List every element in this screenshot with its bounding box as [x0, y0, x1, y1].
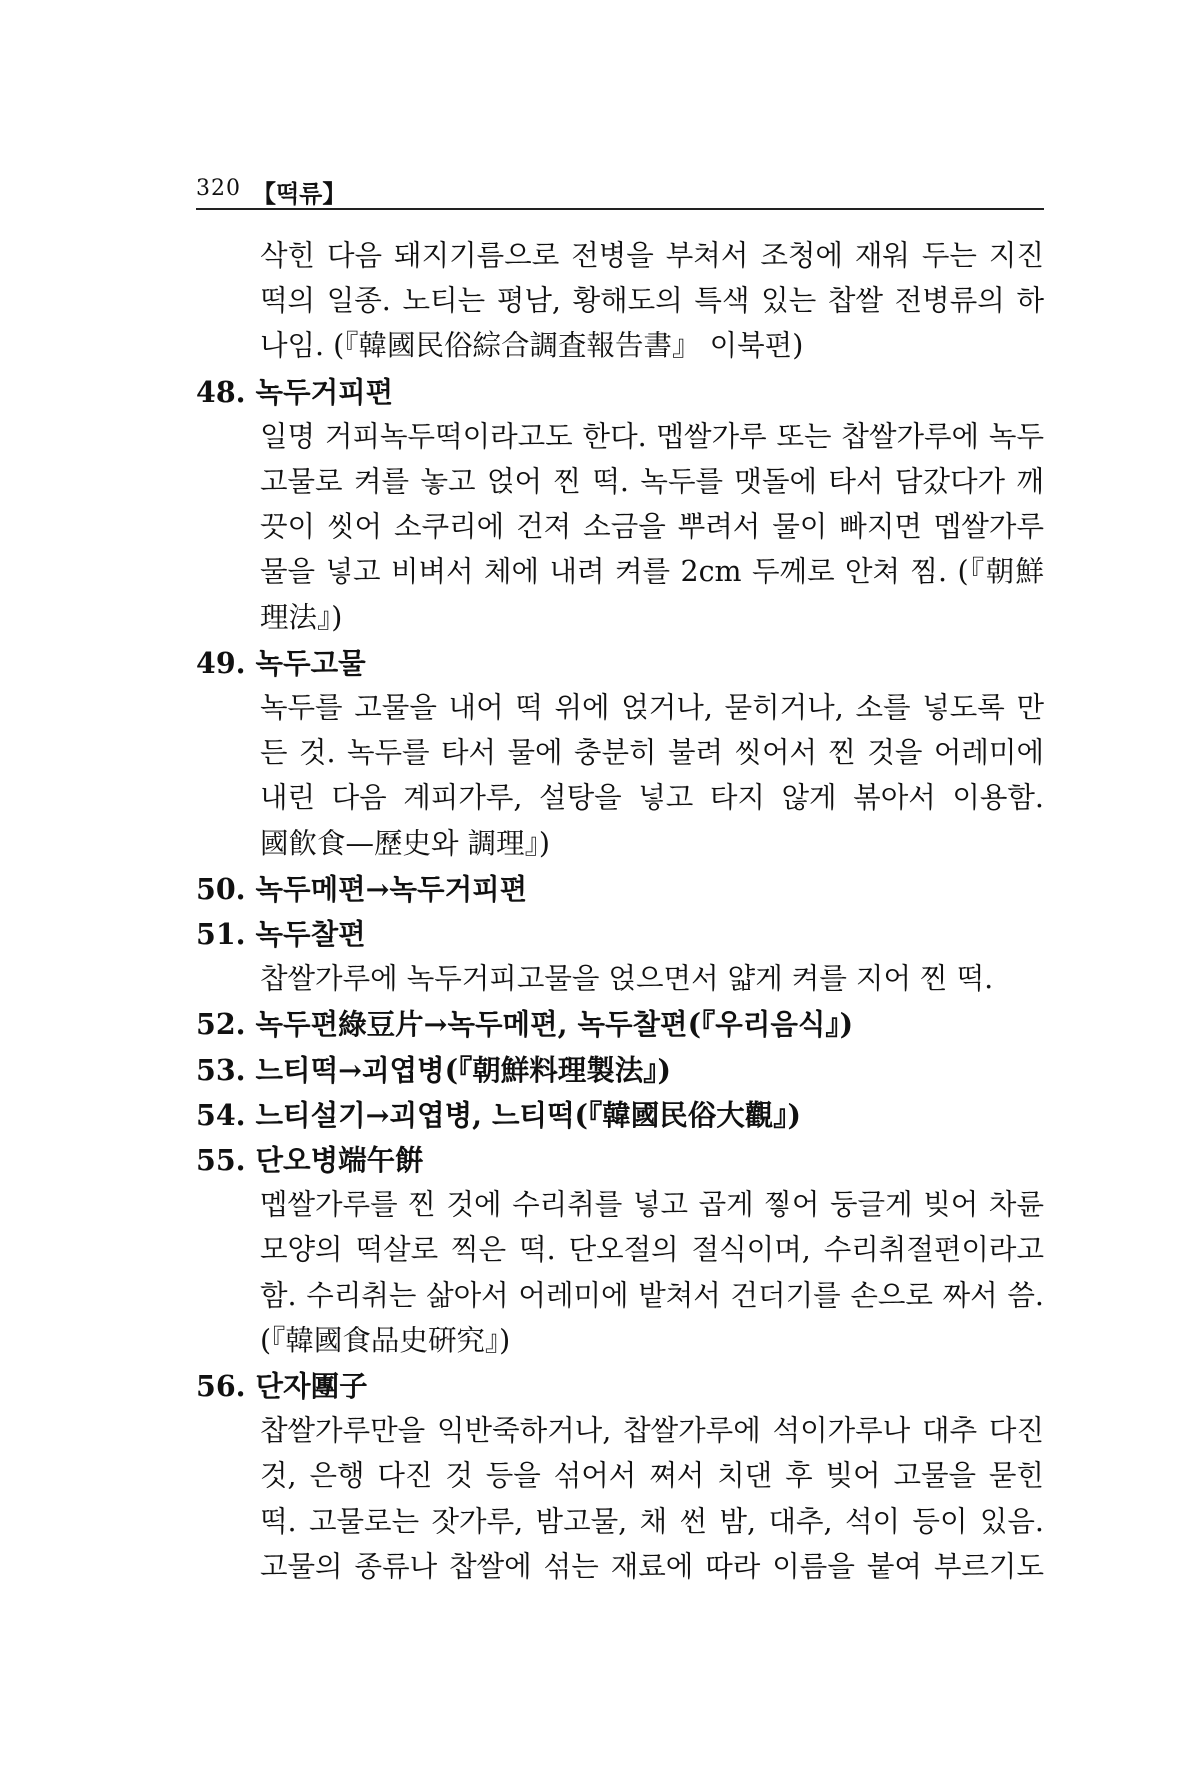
- entry-definition-line: 나임. (『韓國民俗綜合調査報告書』 이북편): [260, 329, 804, 363]
- entry-definition-line: 든 것. 녹두를 타서 물에 충분히 불려 씻어서 찐 것을 어레미에: [260, 736, 1044, 770]
- running-head: [196, 168, 1044, 210]
- entry-definition-line: 찹쌀가루에 녹두거피고물을 얹으면서 얇게 켜를 지어 찐 떡.: [260, 962, 994, 996]
- entry-headword: 51. 녹두찰편: [196, 917, 366, 951]
- entry-definition-line: 삭힌 다음 돼지기름으로 전병을 부쳐서 조청에 재워 두는 지진: [260, 239, 1044, 272]
- entry-definition-line: 國飮食—歷史와 調理』): [260, 826, 550, 860]
- entry-definition-line: 일명 거피녹두떡이라고도 한다. 멥쌀가루 또는 찹쌀가루에 녹두: [260, 419, 1044, 453]
- entry-definition-line: 理法』): [260, 600, 343, 634]
- entry-headword: 49. 녹두고물: [196, 645, 366, 680]
- entry-definition-line: (『韓國食品史硏究』): [260, 1323, 511, 1357]
- entry-headword: 53. 느티떡→괴엽병(『朝鮮料理製法』): [196, 1052, 672, 1087]
- entry-definition-line: 모양의 떡살로 찍은 떡. 단오절의 절식이며, 수리취절편이라고: [260, 1233, 1044, 1267]
- entry-definition-line: 멥쌀가루를 찐 것에 수리취를 넣고 곱게 찧어 둥글게 빚어 차륜: [260, 1188, 1044, 1222]
- entry-definition-line: 떡. 고물로는 잣가루, 밤고물, 채 썬 밤, 대추, 석이 등이 있음.: [260, 1504, 1044, 1538]
- entry-definition-line: 고물의 종류나 찹쌀에 섞는 재료에 따라 이름을 붙여 부르기도: [260, 1549, 1044, 1583]
- entry-definition-line: 물을 넣고 비벼서 체에 내려 켜를 2cm 두께로 안쳐 찜. (『朝鮮: [260, 555, 1044, 589]
- entry-definition-line: 것, 은행 다진 것 등을 섞어서 쪄서 치댄 후 빚어 고물을 묻힌: [260, 1459, 1044, 1493]
- entry-headword: 55. 단오병端午餠: [196, 1143, 424, 1177]
- entry-headword: 48. 녹두거피편: [196, 374, 394, 409]
- entry-headword: 54. 느티설기→괴엽병, 느티떡(『韓國民俗大觀』): [196, 1097, 802, 1132]
- entry-definition-line: 함. 수리취는 삶아서 어레미에 밭쳐서 건더기를 손으로 짜서 씀.: [260, 1278, 1044, 1312]
- entry-headword: 52. 녹두편綠豆片→녹두메편, 녹두찰편(『우리음식』): [196, 1007, 854, 1042]
- entry-definition-line: 내린 다음 계피가루, 설탕을 넣고 타지 않게 볶아서 이용함.: [260, 781, 1044, 815]
- entry-definition-line: 고물로 켜를 놓고 얹어 찐 떡. 녹두를 맷돌에 타서 담갔다가 깨: [260, 465, 1044, 498]
- page-number: 320: [196, 176, 241, 201]
- section-title: 【떡류】: [252, 179, 347, 208]
- entry-definition-line: 떡의 일종. 노티는 평남, 황해도의 특색 있는 찹쌀 전병류의 하: [260, 284, 1044, 318]
- entry-headword: 56. 단자團子: [196, 1369, 368, 1403]
- entry-headword: 50. 녹두메편→녹두거피편: [196, 871, 528, 906]
- entry-definition-line: 끗이 씻어 소쿠리에 건져 소금을 뿌려서 물이 빠지면 멥쌀가루: [260, 510, 1044, 544]
- entry-definition-line: 찹쌀가루만을 익반죽하거나, 찹쌀가루에 석이가루나 대추 다진: [260, 1414, 1044, 1448]
- entry-definition-line: 녹두를 고물을 내어 떡 위에 얹거나, 묻히거나, 소를 넣도록 만: [260, 691, 1044, 724]
